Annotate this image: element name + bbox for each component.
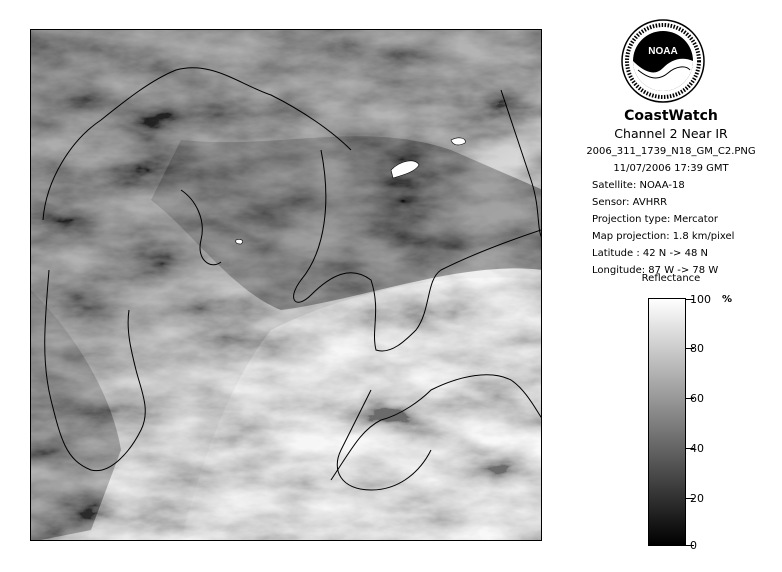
info-map-projection: Map projection: 1.8 km/pixel	[592, 231, 735, 242]
channel-label: Channel 2 Near IR	[614, 126, 728, 141]
info-projection-type: Projection type: Mercator	[592, 214, 718, 225]
noaa-logo-icon	[620, 18, 706, 104]
date-time: 11/07/2006 17:39 GMT	[613, 163, 729, 174]
colorbar-tick-label: 40	[690, 442, 704, 455]
colorbar-unit: %	[722, 294, 733, 305]
info-satellite: Satellite: NOAA-18	[592, 180, 685, 191]
satellite-image-svg	[31, 30, 542, 541]
logo-text: NOAA	[648, 46, 678, 57]
colorbar-title: Reflectance	[641, 273, 701, 284]
reflectance-colorbar	[648, 298, 686, 546]
colorbar-tick-label: 60	[690, 392, 704, 405]
info-sensor: Sensor: AVHRR	[592, 197, 668, 208]
info-longitude: Longitude: 87 W -> 78 W	[592, 265, 719, 276]
colorbar-tick-label: 20	[690, 492, 704, 505]
info-latitude: Latitude : 42 N -> 48 N	[592, 248, 708, 259]
satellite-image	[30, 29, 542, 541]
title: CoastWatch	[624, 108, 718, 124]
colorbar-tick-label: 0	[690, 539, 697, 552]
colorbar-tick-label: 80	[690, 342, 704, 355]
colorbar-tick-label: 100	[690, 293, 711, 306]
legend-panel	[560, 18, 782, 563]
file-name: 2006_311_1739_N18_GM_C2.PNG	[586, 146, 756, 157]
